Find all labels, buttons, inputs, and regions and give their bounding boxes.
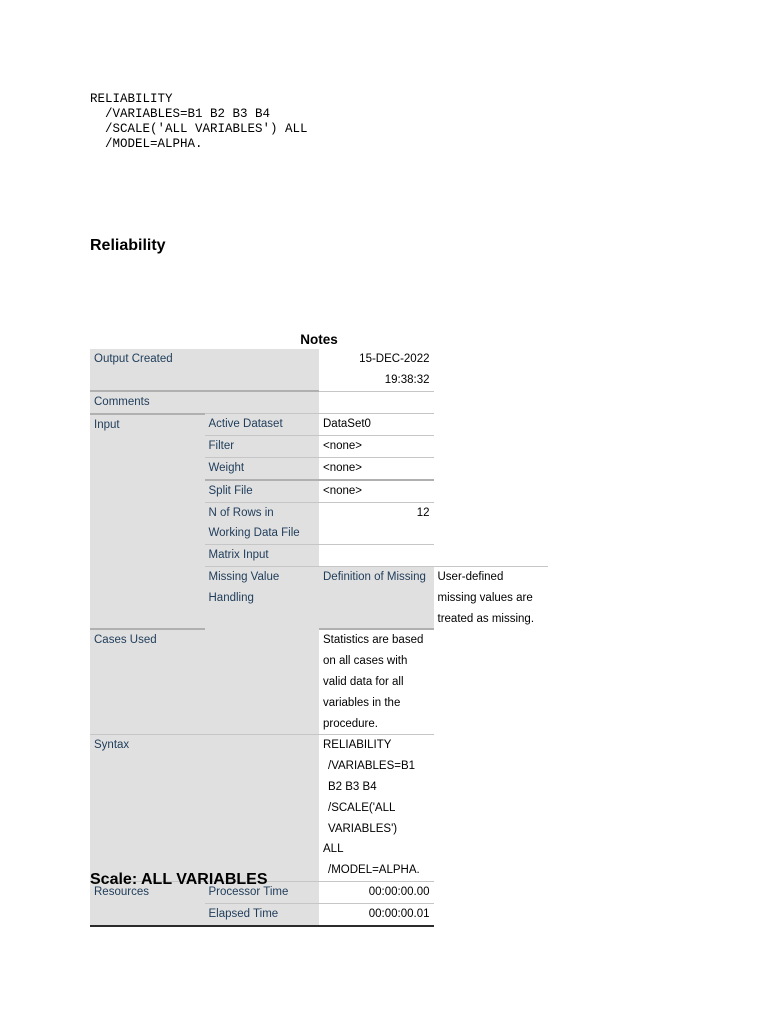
notes-table (90, 349, 548, 927)
missing-value-handling-label: Missing Value Handling (205, 566, 320, 734)
filter-label: Filter (205, 436, 320, 458)
n-rows-label: N of Rows in Working Data File (205, 502, 320, 545)
comments-label: Comments (90, 391, 319, 414)
output-created-label: Output Created (90, 349, 319, 391)
active-dataset-label: Active Dataset (205, 414, 320, 436)
table-row (90, 629, 548, 734)
output-created-value: 15-DEC-2022 19:38:32 (319, 349, 434, 391)
n-rows-value: 12 (319, 502, 434, 545)
syntax-label: Syntax (90, 735, 319, 882)
syntax-line: /SCALE('ALL VARIABLES') ALL (90, 122, 308, 136)
syntax-line: /MODEL=ALPHA. (90, 137, 203, 151)
weight-label: Weight (205, 457, 320, 479)
split-file-label: Split File (205, 480, 320, 502)
matrix-input-value (319, 545, 434, 567)
comments-value (319, 391, 434, 414)
processor-time-value: 00:00:00.00 (319, 881, 434, 903)
syntax-value-line: ALL (323, 843, 344, 856)
definition-of-missing-label: Definition of Missing (319, 566, 434, 629)
split-file-value: <none> (319, 480, 434, 502)
matrix-input-label: Matrix Input (205, 545, 320, 567)
filter-value: <none> (319, 436, 434, 458)
table-row (90, 349, 548, 391)
elapsed-time-value: 00:00:00.01 (319, 903, 434, 925)
syntax-code-block (90, 92, 308, 152)
syntax-value-line: /SCALE('ALL VARIABLES') (328, 801, 398, 835)
active-dataset-value: DataSet0 (319, 414, 434, 436)
syntax-value-line: /MODEL=ALPHA. (328, 864, 420, 877)
syntax-value-line: /VARIABLES=B1 B2 B3 B4 (328, 760, 416, 793)
weight-value: <none> (319, 457, 434, 479)
definition-of-missing-value: User-defined missing values are treated as missing. (434, 566, 549, 629)
table-row (90, 391, 548, 414)
input-label: Input (90, 414, 205, 629)
resources-label: Resources (90, 881, 205, 925)
elapsed-time-label: Elapsed Time (205, 903, 320, 925)
notes-table-title: Notes (300, 332, 338, 347)
syntax-value-line: RELIABILITY (323, 739, 392, 752)
syntax-line: /VARIABLES=B1 B2 B3 B4 (90, 107, 271, 121)
reliability-heading: Reliability (90, 237, 166, 254)
scale-heading: Scale: ALL VARIABLES (90, 871, 268, 888)
processor-time-label: Processor Time (205, 881, 320, 903)
notes-table-container (90, 331, 548, 927)
table-row (90, 735, 548, 882)
syntax-value (319, 735, 434, 882)
table-row (90, 414, 548, 436)
cases-used-label: Cases Used (90, 629, 205, 734)
cases-used-value: Statistics are based on all cases with valid data for all variables in the procedure. (319, 629, 434, 734)
syntax-line: RELIABILITY (90, 92, 173, 106)
